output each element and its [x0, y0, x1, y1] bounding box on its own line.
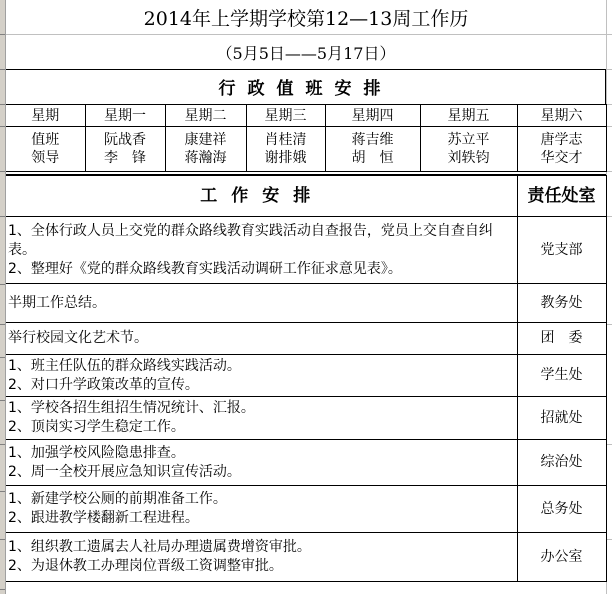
duty-leaders-row: [6, 127, 606, 172]
gutter-row-line: [0, 444, 5, 445]
work-task-header: 工作安排: [6, 176, 517, 217]
sheet-gridline: [606, 171, 612, 172]
sheet-gridline: [606, 539, 612, 540]
duty-row-label: 值班 领导: [6, 127, 85, 172]
work-dept-cell: 总务处: [517, 486, 606, 533]
sheet-gridline: [606, 324, 612, 325]
work-task-cell: 半期工作总结。: [6, 284, 517, 323]
weekday-header: 星期四: [325, 105, 420, 127]
duty-schedule-table: [6, 104, 607, 172]
weekday-header: 星期一: [85, 105, 165, 127]
sheet-gridline: [606, 34, 612, 35]
sheet-gridline: [606, 126, 612, 127]
work-task-cell: 1、全体行政人员上交党的群众路线教育实践活动自查报告，党员上交自查自纠表。 2、整理好《党的群众路线教育实践活动调研工作征求意见表》。: [6, 217, 517, 284]
work-row: [6, 533, 606, 582]
gutter-row-line: [0, 357, 5, 358]
gutter-row-line: [0, 104, 5, 105]
work-task-cell: 1、组织教工遗属去人社局办理遗属费增资审批。 2、为退休教工办理岗位晋级工资调整审批。: [6, 533, 517, 582]
weekday-header: 星期: [6, 105, 85, 127]
work-row: [6, 486, 606, 533]
weekday-header-row: [6, 105, 606, 127]
gutter-row-line: [0, 400, 5, 401]
work-row: [6, 284, 606, 323]
work-row: [6, 355, 606, 397]
work-dept-cell: 党支部: [517, 217, 606, 284]
sheet-gridline: [606, 104, 612, 105]
work-dept-cell: 招就处: [517, 397, 606, 440]
duty-leader-cell-tuesday: 康建祥 蒋瀚海: [165, 127, 246, 172]
work-row: [6, 397, 606, 440]
gutter-row-line: [0, 34, 5, 35]
gutter-row-line: [0, 284, 5, 285]
work-header-row: [6, 176, 606, 217]
work-row: [6, 217, 606, 284]
work-dept-cell: 团 委: [517, 323, 606, 355]
work-task-cell: 1、学校各招生组招生情况统计、汇报。 2、顶岗实习学生稳定工作。: [6, 397, 517, 440]
work-row: [6, 440, 606, 486]
work-arrangement-table: [6, 175, 607, 582]
weekday-header: 星期二: [165, 105, 246, 127]
gutter-row-line: [0, 539, 5, 540]
work-dept-cell: 教务处: [517, 284, 606, 323]
work-dept-cell: 综治处: [517, 440, 606, 486]
sheet-gridline: [606, 216, 612, 217]
page-title: 2014年上学期学校第12—13周工作历: [6, 0, 606, 35]
work-dept-cell: 学生处: [517, 355, 606, 397]
work-task-cell: 1、加强学校风险隐患排查。 2、周一全校开展应急知识宣传活动。: [6, 440, 517, 486]
weekday-header: 星期五: [420, 105, 517, 127]
gutter-row-line: [0, 491, 5, 492]
gutter-row-line: [0, 324, 5, 325]
duty-leader-cell-wednesday: 肖桂清 谢排娥: [246, 127, 325, 172]
work-task-cell: 1、班主任队伍的群众路线实践活动。 2、对口升学政策改革的宣传。: [6, 355, 517, 397]
sheet-gridline: [606, 69, 612, 70]
duty-leader-cell-saturday: 唐学志 华交才: [517, 127, 606, 172]
work-dept-header: 责任处室: [517, 176, 606, 217]
gutter-row-line: [0, 171, 5, 172]
work-task-cell: 1、新建学校公厕的前期准备工作。 2、跟进教学楼翻新工程进程。: [6, 486, 517, 533]
gutter-row-line: [0, 126, 5, 127]
weekday-header: 星期六: [517, 105, 606, 127]
sheet-gridline: [606, 444, 612, 445]
work-task-cell: 举行校园文化艺术节。: [6, 323, 517, 355]
gutter-row-line: [0, 216, 5, 217]
duty-leader-cell-monday: 阮战香 李 锋: [85, 127, 165, 172]
weekday-header: 星期三: [246, 105, 325, 127]
duty-leader-cell-thursday: 蒋吉维 胡 恒: [325, 127, 420, 172]
work-dept-cell: 办公室: [517, 533, 606, 582]
duty-schedule-heading: 行政值班安排: [6, 69, 606, 105]
duty-leader-cell-friday: 苏立平 刘轶钧: [420, 127, 517, 172]
gutter-row-line: [0, 69, 5, 70]
gutter-row-line: [0, 589, 5, 590]
date-range: （5月5日——5月17日）: [6, 35, 606, 70]
work-row: [6, 323, 606, 355]
